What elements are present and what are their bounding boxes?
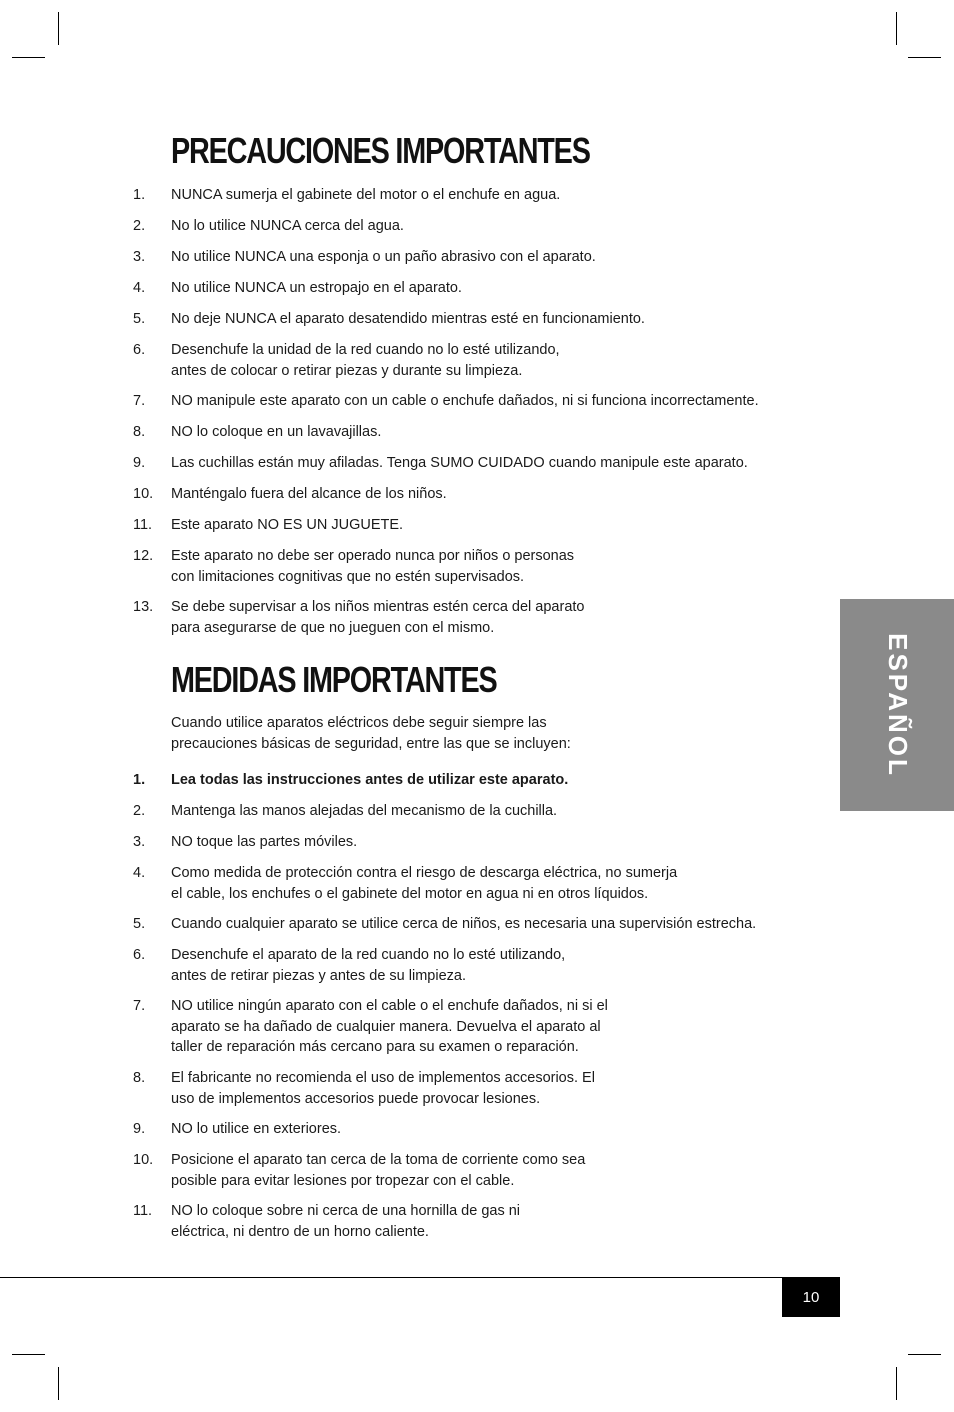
list-item-text: No deje NUNCA el aparato desatendido mientras esté en funcionamiento. xyxy=(171,311,645,327)
language-tab-label: ESPAÑOL xyxy=(882,632,913,778)
list-item-number: 3. xyxy=(133,834,146,850)
crop-mark xyxy=(58,12,59,45)
crop-mark xyxy=(12,1354,45,1355)
crop-mark xyxy=(58,1367,59,1400)
crop-mark xyxy=(908,1354,941,1355)
crop-mark xyxy=(896,1367,897,1400)
list-item-text: No utilice NUNCA un estropajo en el aparato. xyxy=(171,280,462,296)
list-item-number: 10. xyxy=(133,1152,154,1168)
list-item-number: 8. xyxy=(133,1070,146,1086)
list-item-text: Desenchufe la unidad de la red cuando no lo esté utilizando, xyxy=(171,342,560,358)
list-item-text: Como medida de protección contra el riesgo de descarga eléctrica, no sumerja xyxy=(171,865,678,881)
list-item-number: 11. xyxy=(133,1203,153,1219)
list-item-text: NO toque las partes móviles. xyxy=(171,834,358,850)
list-item-number: 12. xyxy=(133,548,154,564)
list-item-text: Las cuchillas están muy afiladas. Tenga SUMO CUIDADO cuando manipule este aparato. xyxy=(171,455,748,471)
list-item-number: 5. xyxy=(133,311,146,327)
list-item-text: NUNCA sumerja el gabinete del motor o el enchufe en agua. xyxy=(171,187,561,203)
list-item-number: 7. xyxy=(133,998,146,1014)
list-item-text: Desenchufe el aparato de la red cuando no lo esté utilizando, xyxy=(171,947,566,963)
list-item-number: 8. xyxy=(133,424,146,440)
list-item-text: NO lo coloque en un lavavajillas. xyxy=(171,424,382,440)
list-item-number: 4. xyxy=(133,280,146,296)
language-tab xyxy=(840,599,954,811)
medidas-intro-line-1: Cuando utilice aparatos eléctricos debe seguir siempre las xyxy=(171,715,547,731)
list-item-text: posible para evitar lesiones por tropezar con el cable. xyxy=(171,1172,515,1189)
list-item-number: 5. xyxy=(133,916,146,932)
list-item-text: NO manipule este aparato con un cable o enchufe dañados, ni si funciona incorrectamente. xyxy=(171,393,759,409)
list-item-number: 4. xyxy=(133,865,146,881)
list-item-text: Este aparato NO ES UN JUGUETE. xyxy=(171,517,404,533)
crop-mark xyxy=(896,12,897,45)
list-item-text: El fabricante no recomienda el uso de implementos accesorios. El xyxy=(171,1070,595,1086)
list-item-number: 1. xyxy=(133,187,146,203)
list-item-number: 3. xyxy=(133,249,146,265)
section-title-medidas: MEDIDAS IMPORTANTES xyxy=(171,659,497,700)
list-item-text: Lea todas las instrucciones antes de utilizar este aparato. xyxy=(171,772,569,788)
list-item-text: NO lo coloque sobre ni cerca de una hornilla de gas ni xyxy=(171,1203,521,1219)
list-item-number: 2. xyxy=(133,803,146,819)
list-item-text: con limitaciones cognitivas que no estén supervisados. xyxy=(171,568,525,585)
list-item-number: 7. xyxy=(133,393,146,409)
page-number: 10 xyxy=(782,1278,840,1317)
list-item-text: aparato se ha dañado de cualquier manera. Devuelva el aparato al xyxy=(171,1018,601,1035)
list-item-text: Mantenga las manos alejadas del mecanismo de la cuchilla. xyxy=(171,803,558,819)
list-item-number: 9. xyxy=(133,1121,146,1137)
list-item-number: 1. xyxy=(133,772,146,788)
list-item-text: taller de reparación más cercano para su examen o reparación. xyxy=(171,1039,579,1055)
list-item-text: No lo utilice NUNCA cerca del agua. xyxy=(171,218,404,234)
list-item-text: el cable, los enchufes o el gabinete del motor en agua ni en otros líquidos. xyxy=(171,885,649,902)
list-item-text: antes de colocar o retirar piezas y durante su limpieza. xyxy=(171,362,523,379)
list-item-text: No utilice NUNCA una esponja o un paño abrasivo con el aparato. xyxy=(171,249,596,265)
list-item-number: 9. xyxy=(133,455,146,471)
list-item-text: para asegurarse de que no jueguen con el mismo. xyxy=(171,619,495,636)
list-item-number: 11. xyxy=(133,517,153,533)
list-item-text: uso de implementos accesorios puede provocar lesiones. xyxy=(171,1090,541,1107)
list-item-number: 10. xyxy=(133,486,154,502)
list-item-number: 6. xyxy=(133,947,146,963)
section-title-precauciones: PRECAUCIONES IMPORTANTES xyxy=(171,130,590,171)
list-item-text: Se debe supervisar a los niños mientras estén cerca del aparato xyxy=(171,599,585,615)
list-item-text: NO lo utilice en exteriores. xyxy=(171,1121,342,1137)
list-item-text: Este aparato no debe ser operado nunca por niños o personas xyxy=(171,548,575,564)
list-item-text: NO utilice ningún aparato con el cable o el enchufe dañados, ni si el xyxy=(171,998,608,1014)
list-item-number: 13. xyxy=(133,599,154,615)
footer-rule xyxy=(0,1277,840,1278)
list-item-text: Manténgalo fuera del alcance de los niños. xyxy=(171,486,447,502)
crop-mark xyxy=(908,57,941,58)
list-item-text: eléctrica, ni dentro de un horno caliente. xyxy=(171,1223,429,1240)
list-item-text: Cuando cualquier aparato se utilice cerca de niños, es necesaria una supervisión estrecha. xyxy=(171,916,757,932)
list-item-number: 6. xyxy=(133,342,146,358)
list-item-text: Posicione el aparato tan cerca de la toma de corriente como sea xyxy=(171,1152,586,1168)
list-item-text: antes de retirar piezas y antes de su limpieza. xyxy=(171,967,466,984)
list-item-number: 2. xyxy=(133,218,146,234)
crop-mark xyxy=(12,57,45,58)
medidas-intro-line-2: precauciones básicas de seguridad, entre las que se incluyen: xyxy=(171,736,571,752)
